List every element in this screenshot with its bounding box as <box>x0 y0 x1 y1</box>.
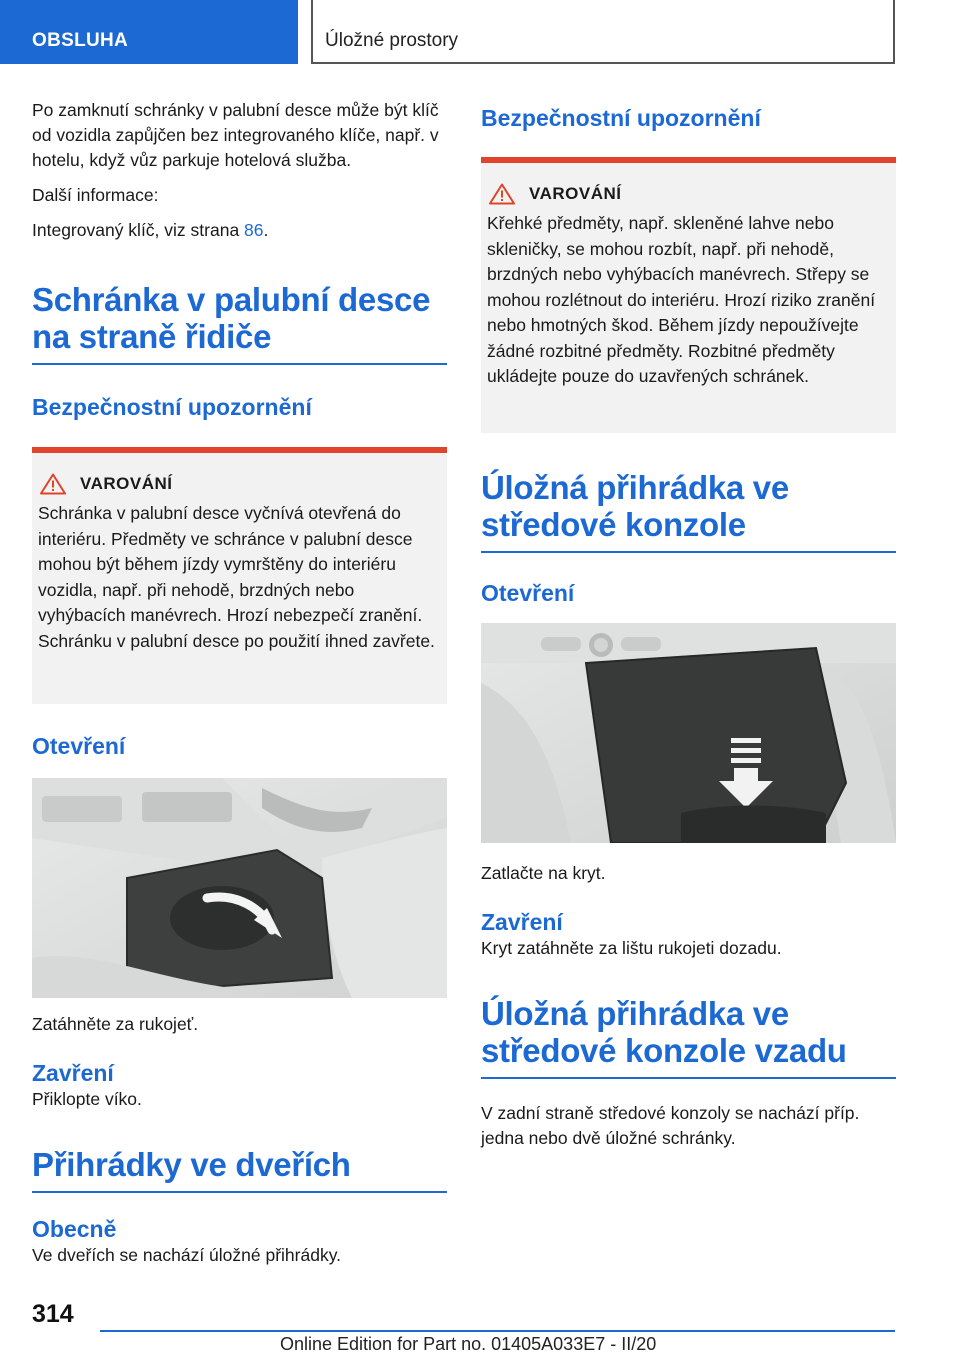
intro-paragraph: Po zamknutí schránky v palubní desce může být klíč od vozidla zapůjčen bez integrovaného klíče, např. v hotelu, když vůz parkuje hotelová služba. <box>32 100 439 170</box>
page-link[interactable]: 86 <box>244 220 264 240</box>
warning-title: VAROVÁNÍ <box>529 184 622 203</box>
warning-box <box>32 447 447 704</box>
warning-triangle-icon <box>489 183 515 205</box>
heading-safety: Bezpečnostní upozornění <box>32 394 312 420</box>
heading-open: Otevření <box>32 733 126 759</box>
caption-open-right: Zatlačte na kryt. <box>481 863 606 883</box>
heading-door-compartments: Přihrádky ve dveřích <box>32 1146 447 1193</box>
footer-edition: Online Edition for Part no. 01405A033E7 - II/20 <box>280 1334 657 1354</box>
warning-box-right <box>481 157 896 433</box>
page-title: Úložné prostory <box>311 0 895 64</box>
text-general: Ve dveřích se nachází úložné přihrádky. <box>32 1245 342 1265</box>
warning-text: Schránka v palubní desce vyčnívá otevřená do interiéru. Předměty ve schránce v palubní desce mohou být během jízdy vymrštěny do interiéru vozidla, např. při nehodě, brzdných nebo vyhýbacích manévrech. Hrozí nebezpečí zranění. Schránku v palubní desce po použití ihned zavřete. <box>38 503 435 651</box>
text-close: Přiklopte víko. <box>32 1089 142 1109</box>
footer-divider <box>100 1330 895 1332</box>
warning-triangle-icon <box>40 473 66 495</box>
ref-text: Integrovaný klíč, viz strana <box>32 220 245 240</box>
caption-open: Zatáhněte za rukojeť. <box>32 1014 199 1034</box>
right-column <box>481 104 896 1161</box>
text-close-right: Kryt zatáhněte za lištu rukojeti dozadu. <box>481 938 782 958</box>
text-rear: V zadní straně středové konzoly se nachází příp. jedna nebo dvě úložné schránky. <box>481 1103 860 1148</box>
heading-rear-console: Úložná přihrádka ve středové konzole vzadu <box>481 995 896 1079</box>
heading-close-right: Zavření <box>481 909 563 935</box>
more-info-label: Další informace: <box>32 185 159 205</box>
warning-title: VAROVÁNÍ <box>80 474 173 493</box>
heading-center-console: Úložná přihrádka ve středové konzole <box>481 469 896 553</box>
console-photo <box>481 623 896 843</box>
heading-glovebox: Schránka v palubní desce na straně řidiče <box>32 281 447 365</box>
warning-text: Křehké předměty, např. skleněné lahve nebo skleničky, se mohou rozbít, např. při nehodě, brzdných nebo vyhýbacích manévrech. Střepy se mohou rozlétnout do interiéru. Hrozí riziko zranění nebo hmotných škod. Během jízdy nepoužívejte žádné rozbitné předměty. Rozbitné předměty ukládejte pouze do uzavřených schránek. <box>487 213 876 386</box>
heading-safety-right: Bezpečnostní upozornění <box>481 105 761 131</box>
page-number: 314 <box>32 1300 74 1328</box>
glovebox-photo <box>32 778 447 998</box>
left-column <box>32 98 447 1278</box>
section-tab: OBSLUHA <box>0 0 298 64</box>
integrated-key-ref <box>32 218 447 243</box>
ref-suffix: . <box>263 220 269 240</box>
heading-open-right: Otevření <box>481 580 575 606</box>
heading-general: Obecně <box>32 1216 117 1242</box>
heading-close: Zavření <box>32 1060 114 1086</box>
